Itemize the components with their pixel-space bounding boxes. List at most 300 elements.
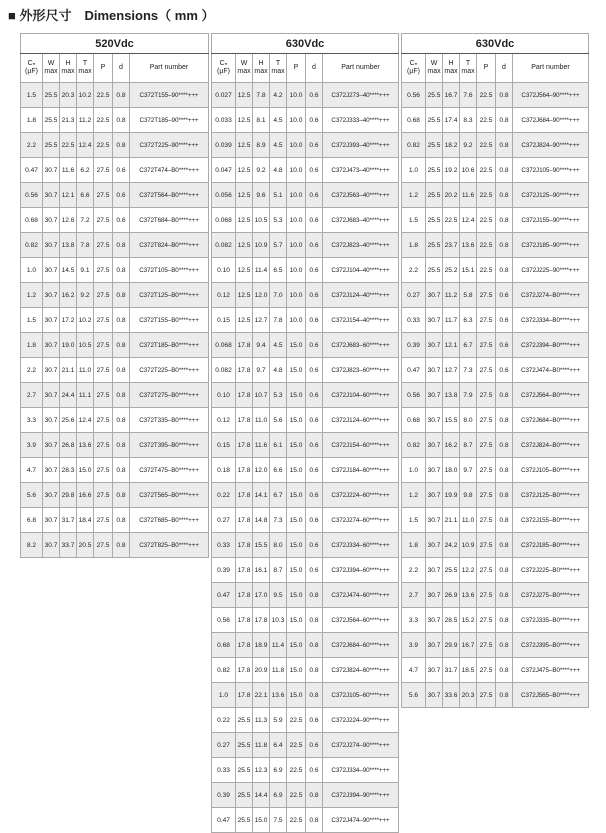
table-cell: 1.0 bbox=[402, 158, 426, 183]
voltage-header: 630Vdc bbox=[402, 34, 589, 54]
table-cell: 0.6 bbox=[306, 133, 323, 158]
table-cell: 22.5 bbox=[94, 108, 113, 133]
table-cell: 17.8 bbox=[236, 658, 253, 683]
col-header-w bbox=[426, 54, 443, 83]
table-cell: 11.2 bbox=[443, 283, 460, 308]
table-cell: 4.7 bbox=[402, 658, 426, 683]
table-cell: 12.5 bbox=[236, 158, 253, 183]
part-number-cell: C372J475–B0****+++ bbox=[513, 658, 589, 683]
table-cell: 12.6 bbox=[60, 208, 77, 233]
col-header-w bbox=[236, 54, 253, 83]
voltage-header: 630Vdc bbox=[212, 34, 399, 54]
table-cell: 16.7 bbox=[443, 83, 460, 108]
table-cell: 14.1 bbox=[253, 483, 270, 508]
table-row bbox=[212, 408, 399, 433]
table-cell: 17.8 bbox=[236, 433, 253, 458]
table-cell: 7.8 bbox=[270, 308, 287, 333]
table-cell: 33.6 bbox=[443, 683, 460, 708]
table-cell: 30.7 bbox=[426, 608, 443, 633]
table-cell: 18.0 bbox=[443, 458, 460, 483]
table-cell: 0.6 bbox=[306, 708, 323, 733]
table-cell: 25.5 bbox=[236, 758, 253, 783]
table-cell: 12.5 bbox=[236, 183, 253, 208]
table-cell: 15.0 bbox=[287, 508, 306, 533]
table-row bbox=[21, 383, 209, 408]
table-cell: 30.7 bbox=[43, 408, 60, 433]
table-cell: 27.5 bbox=[477, 308, 496, 333]
table-cell: 25.5 bbox=[426, 208, 443, 233]
col-header-line: H bbox=[448, 60, 454, 67]
table-cell: 0.6 bbox=[306, 158, 323, 183]
table-cell: 0.8 bbox=[496, 533, 513, 558]
table-cell: 0.6 bbox=[306, 458, 323, 483]
table-cell: 17.8 bbox=[236, 358, 253, 383]
table-row bbox=[212, 108, 399, 133]
table-cell: 9.8 bbox=[460, 483, 477, 508]
table-row bbox=[21, 508, 209, 533]
table-row bbox=[212, 708, 399, 733]
table-cell: 5.1 bbox=[270, 183, 287, 208]
table-cell: 22.5 bbox=[477, 83, 496, 108]
part-number-cell: C372J394–60****+++ bbox=[323, 558, 399, 583]
table-row bbox=[21, 133, 209, 158]
table-row bbox=[402, 133, 589, 158]
table-cell: 0.56 bbox=[402, 383, 426, 408]
table-cell: 9.1 bbox=[77, 258, 94, 283]
table-cell: 0.8 bbox=[113, 383, 130, 408]
part-number-cell: C372J474–B0****+++ bbox=[513, 358, 589, 383]
table-cell: 0.8 bbox=[113, 333, 130, 358]
col-header-cn bbox=[402, 54, 426, 83]
table-cell: 10.6 bbox=[460, 158, 477, 183]
table-row bbox=[21, 333, 209, 358]
table-cell: 12.1 bbox=[60, 183, 77, 208]
table-cell: 0.82 bbox=[402, 133, 426, 158]
col-header-line: H bbox=[65, 60, 71, 67]
table-row bbox=[212, 383, 399, 408]
table-cell: 17.0 bbox=[253, 583, 270, 608]
table-cell: 6.3 bbox=[460, 308, 477, 333]
table-row bbox=[212, 183, 399, 208]
table-row bbox=[212, 458, 399, 483]
table-row bbox=[21, 83, 209, 108]
table-row bbox=[212, 683, 399, 708]
col-header-line: P bbox=[293, 64, 299, 71]
col-header-p bbox=[477, 54, 496, 83]
table-cell: 4.5 bbox=[270, 133, 287, 158]
col-header-line: max bbox=[427, 68, 441, 75]
table-cell: 22.5 bbox=[287, 758, 306, 783]
table-cell: 0.6 bbox=[306, 258, 323, 283]
table-cell: 0.6 bbox=[306, 483, 323, 508]
table-cell: 33.7 bbox=[60, 533, 77, 558]
table-cell: 27.5 bbox=[94, 533, 113, 558]
table-cell: 27.5 bbox=[94, 258, 113, 283]
col-header-t bbox=[77, 54, 94, 83]
table-cell: 12.5 bbox=[236, 108, 253, 133]
table-cell: 27.5 bbox=[94, 233, 113, 258]
table-cell: 19.0 bbox=[60, 333, 77, 358]
table-cell: 15.0 bbox=[287, 608, 306, 633]
table-row bbox=[21, 458, 209, 483]
table-cell: 0.6 bbox=[306, 108, 323, 133]
part-number-cell: C372J185–90****+++ bbox=[513, 233, 589, 258]
table-cell: 27.5 bbox=[477, 608, 496, 633]
table-cell: 2.2 bbox=[21, 133, 43, 158]
table-cell: 11.4 bbox=[253, 258, 270, 283]
part-number-cell: C372J564–B0****+++ bbox=[513, 383, 589, 408]
table-cell: 0.8 bbox=[496, 258, 513, 283]
table-cell: 30.7 bbox=[43, 508, 60, 533]
table-row bbox=[212, 133, 399, 158]
table-cell: 11.8 bbox=[253, 733, 270, 758]
table-cell: 30.7 bbox=[43, 458, 60, 483]
col-header-line: Cₙ bbox=[409, 60, 418, 67]
part-number-cell: C372J824–60****+++ bbox=[323, 658, 399, 683]
table-cell: 22.5 bbox=[443, 208, 460, 233]
part-number-cell: C372T105–B0****+++ bbox=[130, 258, 209, 283]
table-row bbox=[212, 533, 399, 558]
table-cell: 0.8 bbox=[496, 158, 513, 183]
table-cell: 9.6 bbox=[253, 183, 270, 208]
part-number-cell: C372J125–B0****+++ bbox=[513, 483, 589, 508]
part-number-cell: C372T825–B0****+++ bbox=[130, 533, 209, 558]
table-cell: 0.8 bbox=[113, 408, 130, 433]
part-number-cell: C372J155–B0****+++ bbox=[513, 508, 589, 533]
table-cell: 15.1 bbox=[460, 258, 477, 283]
table-cell: 13.6 bbox=[77, 433, 94, 458]
table-cell: 0.8 bbox=[496, 108, 513, 133]
table-cell: 7.9 bbox=[460, 383, 477, 408]
table-cell: 0.8 bbox=[306, 783, 323, 808]
table-cell: 0.18 bbox=[212, 458, 236, 483]
col-header-line: max bbox=[461, 68, 475, 75]
table-cell: 16.7 bbox=[460, 633, 477, 658]
table-cell: 0.8 bbox=[113, 308, 130, 333]
table-cell: 0.12 bbox=[212, 283, 236, 308]
table-cell: 0.8 bbox=[496, 83, 513, 108]
table-row bbox=[212, 608, 399, 633]
table-cell: 27.5 bbox=[94, 158, 113, 183]
table-cell: 25.5 bbox=[443, 558, 460, 583]
table-cell: 29.9 bbox=[443, 633, 460, 658]
table-cell: 11.6 bbox=[253, 433, 270, 458]
table-cell: 12.5 bbox=[236, 208, 253, 233]
col-header-p bbox=[287, 54, 306, 83]
part-number-cell: C372J185–B0****+++ bbox=[513, 533, 589, 558]
table-cell: 0.82 bbox=[21, 233, 43, 258]
part-number-cell: C372J154–60****+++ bbox=[323, 433, 399, 458]
table-cell: 17.8 bbox=[236, 383, 253, 408]
table-cell: 0.6 bbox=[306, 733, 323, 758]
table-cell: 0.033 bbox=[212, 108, 236, 133]
table-cell: 22.5 bbox=[477, 158, 496, 183]
table-cell: 5.3 bbox=[270, 208, 287, 233]
table-cell: 27.5 bbox=[94, 458, 113, 483]
table-cell: 17.8 bbox=[236, 483, 253, 508]
table-cell: 16.6 bbox=[77, 483, 94, 508]
part-number-cell: C372J184–60****+++ bbox=[323, 458, 399, 483]
table-cell: 4.8 bbox=[270, 358, 287, 383]
table-row bbox=[21, 283, 209, 308]
table-cell: 0.56 bbox=[402, 83, 426, 108]
part-number-cell: C372J124–40****+++ bbox=[323, 283, 399, 308]
table-cell: 15.0 bbox=[287, 358, 306, 383]
table-cell: 6.6 bbox=[77, 183, 94, 208]
table-cell: 3.9 bbox=[402, 633, 426, 658]
table-row bbox=[402, 583, 589, 608]
part-number-cell: C372J683–60****+++ bbox=[323, 333, 399, 358]
part-number-cell: C372J394–90****+++ bbox=[323, 783, 399, 808]
table-cell: 0.8 bbox=[496, 183, 513, 208]
table-cell: 10.0 bbox=[287, 108, 306, 133]
table-cell: 22.5 bbox=[287, 733, 306, 758]
table-cell: 10.0 bbox=[287, 83, 306, 108]
part-number-cell: C372J105–B0****+++ bbox=[513, 458, 589, 483]
table-cell: 27.5 bbox=[94, 308, 113, 333]
table-cell: 15.0 bbox=[287, 458, 306, 483]
part-number-cell: C372J275–B0****+++ bbox=[513, 583, 589, 608]
col-header-line: Part number bbox=[149, 64, 189, 71]
table-row bbox=[21, 233, 209, 258]
table-cell: 9.4 bbox=[253, 333, 270, 358]
table-cell: 27.5 bbox=[477, 458, 496, 483]
part-number-cell: C372J335–B0****+++ bbox=[513, 608, 589, 633]
table-row bbox=[402, 433, 589, 458]
table-cell: 13.6 bbox=[460, 233, 477, 258]
col-header-line: (µF) bbox=[217, 68, 230, 75]
table-cell: 0.8 bbox=[496, 383, 513, 408]
table-cell: 25.5 bbox=[43, 108, 60, 133]
col-header-d bbox=[306, 54, 323, 83]
table-cell: 27.5 bbox=[477, 583, 496, 608]
table-cell: 18.5 bbox=[460, 658, 477, 683]
table-cell: 27.5 bbox=[94, 383, 113, 408]
table-cell: 17.8 bbox=[236, 683, 253, 708]
table-cell: 17.8 bbox=[236, 333, 253, 358]
table-cell: 0.6 bbox=[306, 333, 323, 358]
table-cell: 15.5 bbox=[253, 533, 270, 558]
table-cell: 12.4 bbox=[460, 208, 477, 233]
table-cell: 4.8 bbox=[270, 158, 287, 183]
table-cell: 0.8 bbox=[113, 508, 130, 533]
table-cell: 16.2 bbox=[443, 433, 460, 458]
table-cell: 2.2 bbox=[402, 558, 426, 583]
table-cell: 15.0 bbox=[287, 408, 306, 433]
table-cell: 24.2 bbox=[443, 533, 460, 558]
table-cell: 25.5 bbox=[236, 733, 253, 758]
table-cell: 1.0 bbox=[21, 258, 43, 283]
table-cell: 7.3 bbox=[460, 358, 477, 383]
col-header-cn bbox=[21, 54, 43, 83]
table-cell: 0.8 bbox=[113, 433, 130, 458]
part-number-cell: C372J395–B0****+++ bbox=[513, 633, 589, 658]
table-cell: 0.10 bbox=[212, 258, 236, 283]
part-number-cell: C372J683–40****+++ bbox=[323, 208, 399, 233]
table-cell: 12.5 bbox=[236, 133, 253, 158]
col-header-w bbox=[43, 54, 60, 83]
table-cell: 27.5 bbox=[94, 283, 113, 308]
table-cell: 0.8 bbox=[306, 683, 323, 708]
part-number-cell: C372J154–40****+++ bbox=[323, 308, 399, 333]
table-row bbox=[212, 733, 399, 758]
table-cell: 22.5 bbox=[287, 808, 306, 833]
table-cell: 27.5 bbox=[477, 408, 496, 433]
table-cell: 30.7 bbox=[43, 258, 60, 283]
table-cell: 0.8 bbox=[113, 233, 130, 258]
table-cell: 3.9 bbox=[21, 433, 43, 458]
col-header-h bbox=[443, 54, 460, 83]
part-number-cell: C372J823–40****+++ bbox=[323, 233, 399, 258]
table-cell: 4.2 bbox=[270, 83, 287, 108]
part-number-cell: C372T225–B0****+++ bbox=[130, 358, 209, 383]
table-cell: 27.5 bbox=[477, 358, 496, 383]
table-cell: 0.056 bbox=[212, 183, 236, 208]
table-cell: 0.8 bbox=[113, 358, 130, 383]
table-row bbox=[402, 108, 589, 133]
table-row bbox=[21, 308, 209, 333]
table-cell: 30.7 bbox=[426, 483, 443, 508]
table-cell: 27.5 bbox=[94, 508, 113, 533]
part-number-cell: C372T185–B0****+++ bbox=[130, 333, 209, 358]
table-cell: 27.5 bbox=[94, 358, 113, 383]
col-header-line: d bbox=[312, 64, 316, 71]
table-cell: 0.82 bbox=[212, 658, 236, 683]
col-header-line: H bbox=[258, 60, 264, 67]
table-body bbox=[21, 83, 209, 558]
col-header-line: W bbox=[430, 60, 438, 67]
table-cell: 27.5 bbox=[94, 183, 113, 208]
table-row bbox=[402, 208, 589, 233]
part-number-cell: C372J333–40****+++ bbox=[323, 108, 399, 133]
table-cell: 0.6 bbox=[306, 558, 323, 583]
table-cell: 17.8 bbox=[236, 408, 253, 433]
table-cell: 0.047 bbox=[212, 158, 236, 183]
col-header-line: T bbox=[465, 60, 471, 67]
table-cell: 22.5 bbox=[477, 208, 496, 233]
table-cell: 0.6 bbox=[306, 233, 323, 258]
table-cell: 1.0 bbox=[402, 458, 426, 483]
table-cell: 22.5 bbox=[477, 133, 496, 158]
table-cell: 11.4 bbox=[270, 633, 287, 658]
table-cell: 1.8 bbox=[402, 533, 426, 558]
table-cell: 7.8 bbox=[77, 233, 94, 258]
table-cell: 30.7 bbox=[426, 533, 443, 558]
col-header-line: Part number bbox=[341, 64, 380, 71]
table-cell: 9.2 bbox=[253, 158, 270, 183]
table-cell: 30.7 bbox=[43, 283, 60, 308]
table-cell: 11.6 bbox=[460, 183, 477, 208]
table-cell: 0.8 bbox=[496, 458, 513, 483]
col-header-line: max bbox=[78, 68, 92, 75]
table-cell: 20.5 bbox=[77, 533, 94, 558]
table-cell: 12.1 bbox=[443, 333, 460, 358]
table-row bbox=[402, 358, 589, 383]
table-cell: 0.6 bbox=[306, 83, 323, 108]
table-cell: 8.2 bbox=[21, 533, 43, 558]
table-cell: 0.39 bbox=[212, 783, 236, 808]
table-cell: 0.47 bbox=[212, 583, 236, 608]
table-cell: 0.6 bbox=[306, 408, 323, 433]
table-cell: 10.9 bbox=[253, 233, 270, 258]
table-cell: 0.6 bbox=[306, 508, 323, 533]
col-header-line: max bbox=[444, 68, 458, 75]
table-cell: 12.5 bbox=[236, 258, 253, 283]
table-cell: 0.68 bbox=[402, 408, 426, 433]
table-cell: 20.3 bbox=[460, 683, 477, 708]
table-cell: 14.5 bbox=[60, 258, 77, 283]
table-cell: 0.8 bbox=[496, 233, 513, 258]
table-cell: 0.39 bbox=[212, 558, 236, 583]
table-cell: 17.8 bbox=[236, 533, 253, 558]
col-header-line: max bbox=[44, 68, 58, 75]
table-cell: 6.7 bbox=[460, 333, 477, 358]
table-cell: 0.8 bbox=[113, 258, 130, 283]
part-number-cell: C372J824–B0****+++ bbox=[513, 433, 589, 458]
table-cell: 0.8 bbox=[113, 533, 130, 558]
table-cell: 1.0 bbox=[212, 683, 236, 708]
part-number-cell: C372J564–90****+++ bbox=[513, 83, 589, 108]
table-cell: 1.5 bbox=[21, 83, 43, 108]
table-cell: 22.5 bbox=[287, 708, 306, 733]
table-cell: 20.9 bbox=[253, 658, 270, 683]
table-cell: 25.5 bbox=[426, 158, 443, 183]
table-row bbox=[402, 333, 589, 358]
table-cell: 0.22 bbox=[212, 708, 236, 733]
table-cell: 28.3 bbox=[60, 458, 77, 483]
table-cell: 22.5 bbox=[60, 133, 77, 158]
table-row bbox=[402, 508, 589, 533]
table-row bbox=[402, 158, 589, 183]
table-cell: 20.3 bbox=[60, 83, 77, 108]
table-cell: 0.6 bbox=[306, 283, 323, 308]
table-cell: 0.8 bbox=[113, 83, 130, 108]
table-row bbox=[212, 758, 399, 783]
part-number-cell: C372J224–90****+++ bbox=[323, 708, 399, 733]
table-cell: 15.0 bbox=[253, 808, 270, 833]
dimension-table-630vdc-a bbox=[211, 33, 399, 833]
table-cell: 27.5 bbox=[94, 333, 113, 358]
table-cell: 7.5 bbox=[270, 808, 287, 833]
table-cell: 5.8 bbox=[460, 283, 477, 308]
table-cell: 0.15 bbox=[212, 433, 236, 458]
table-cell: 3.3 bbox=[21, 408, 43, 433]
table-cell: 15.0 bbox=[287, 658, 306, 683]
table-cell: 2.2 bbox=[21, 358, 43, 383]
table-cell: 0.47 bbox=[212, 808, 236, 833]
table-row bbox=[212, 783, 399, 808]
table-cell: 0.068 bbox=[212, 208, 236, 233]
table-cell: 0.6 bbox=[306, 758, 323, 783]
table-cell: 17.8 bbox=[236, 633, 253, 658]
table-cell: 25.5 bbox=[43, 83, 60, 108]
table-cell: 12.5 bbox=[236, 233, 253, 258]
table-cell: 0.082 bbox=[212, 233, 236, 258]
table-cell: 1.5 bbox=[21, 308, 43, 333]
table-row bbox=[21, 483, 209, 508]
part-number-cell: C372J563–40****+++ bbox=[323, 183, 399, 208]
table-cell: 16.2 bbox=[60, 283, 77, 308]
table-cell: 15.0 bbox=[287, 533, 306, 558]
table-row bbox=[212, 808, 399, 833]
table-cell: 2.7 bbox=[21, 383, 43, 408]
part-number-cell: C372J824–90****+++ bbox=[513, 133, 589, 158]
table-cell: 0.33 bbox=[212, 533, 236, 558]
table-cell: 30.7 bbox=[43, 333, 60, 358]
col-header-line: d bbox=[119, 64, 123, 71]
table-cell: 26.9 bbox=[443, 583, 460, 608]
table-cell: 31.7 bbox=[443, 658, 460, 683]
